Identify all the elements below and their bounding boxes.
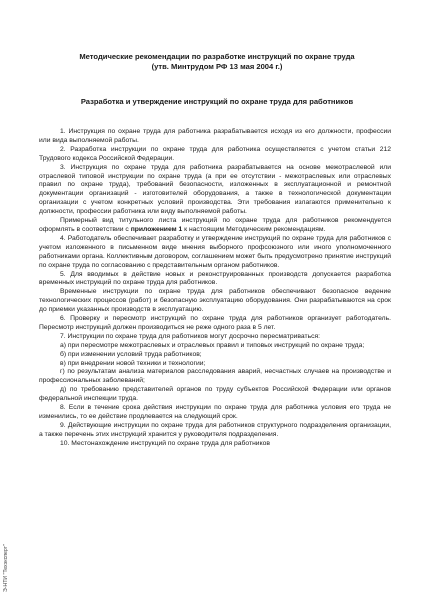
- side-stamp: Э-НТИ "Техэксперт": [3, 544, 9, 592]
- paragraph-2: 2. Разработка инструкции по охране труда для работника осуществляется с учетом статьи 212 Трудового кодекса Российской Федерации.: [39, 145, 391, 162]
- paragraph-temporary-instructions: Временные инструкции по охране труда для работников обеспечивают безопасное ведение технологических процессов (работ) и безопасную эксплуатацию оборудования. Они разрабатываются на срок до приемки указанных производств в эксплуатацию.: [39, 288, 391, 314]
- paragraph-10: 10. Местонахождение инструкций по охране труда для работников: [60, 439, 270, 447]
- title-line-2: (утв. Минтрудом РФ 13 мая 2004 г.): [151, 62, 283, 71]
- paragraph-4: 4. Работодатель обеспечивает разработку и утверждение инструкций по охране труда для работников с учетом изложенного в письменном виде мнения выборного профсоюзного или иного уполномоченного работниками органа. Коллективным договором, соглашением может быть предусмотрено принятие инструкций по охране труда по согласованию с представительным органом работников.: [39, 234, 391, 269]
- list-item-v: в) при внедрении новой техники и технологии;: [60, 359, 206, 367]
- paragraph-1: 1. Инструкция по охране труда для работника разрабатывается исходя из его должности, профессии или вида выполняемой работы.: [39, 128, 391, 144]
- title-page-note-text: Примерный вид титульного листа инструкций по охране труда для работников рекомендуется оформлять в соответствии с: [39, 217, 391, 233]
- paragraph-8: 8. Если в течение срока действия инструкции по охране труда для работника условия его труда не изменились, то ее действие продлевается на следующий срок.: [39, 404, 391, 420]
- paragraph-3: 3. Инструкция по охране труда для работника разрабатывается на основе межотраслевой или отраслевой типовой инструкции по охране труда (а при ее отсутствии - межотраслевых или отраслевых правил по охране труда), требований безопасности, изложенных в эксплуатационной и ремонтной документации организаций - изготовителей оборудования, а также в технологической документации организации с учетом конкретных условий производства. Эти требования излагаются применительно к должности, профессии работника или виду выполняемой работы.: [39, 163, 391, 216]
- paragraph-9: 9. Действующие инструкции по охране труда для работников структурного подразделения организации, а также перечень этих инструкций хранится у руководителя подразделения.: [39, 421, 391, 438]
- list-item-g: г) по результатам анализа материалов расследования аварий, несчастных случаев на производстве и профессиональных заболеваний;: [39, 368, 391, 385]
- document-title: [40, 52, 394, 72]
- list-item-b: б) при изменении условий труда работников;: [60, 350, 202, 358]
- paragraph-7: 7. Инструкции по охране труда для работников могут досрочно пересматриваться:: [60, 332, 321, 340]
- document-body: [39, 128, 391, 449]
- section-heading: Разработка и утверждение инструкций по охране труда для работников: [80, 97, 354, 106]
- title-page-note-text-end: к настоящим Методическим рекомендациям.: [182, 225, 326, 233]
- list-item-d: д) по требованию представителей органов по труду субъектов Российской Федерации или органов федеральной инспекции труда.: [39, 386, 391, 403]
- paragraph-5: 5. Для вводимых в действие новых и реконструированных производств допускается разработка временных инструкций по охране труда для работников.: [39, 270, 391, 287]
- list-item-a: а) при пересмотре межотраслевых и отраслевых правил и типовых инструкций по охране труда;: [60, 341, 365, 349]
- title-line-1: Методические рекомендации по разработке инструкций по охране труда: [79, 52, 355, 61]
- paragraph-6: 6. Проверку и пересмотр инструкций по охране труда для работников организует работодатель. Пересмотр инструкций должен производиться не реже одного раза в 5 лет.: [39, 315, 391, 331]
- paragraph-title-page-note: [39, 217, 391, 235]
- appendix-1-reference[interactable]: приложением 1: [130, 225, 183, 233]
